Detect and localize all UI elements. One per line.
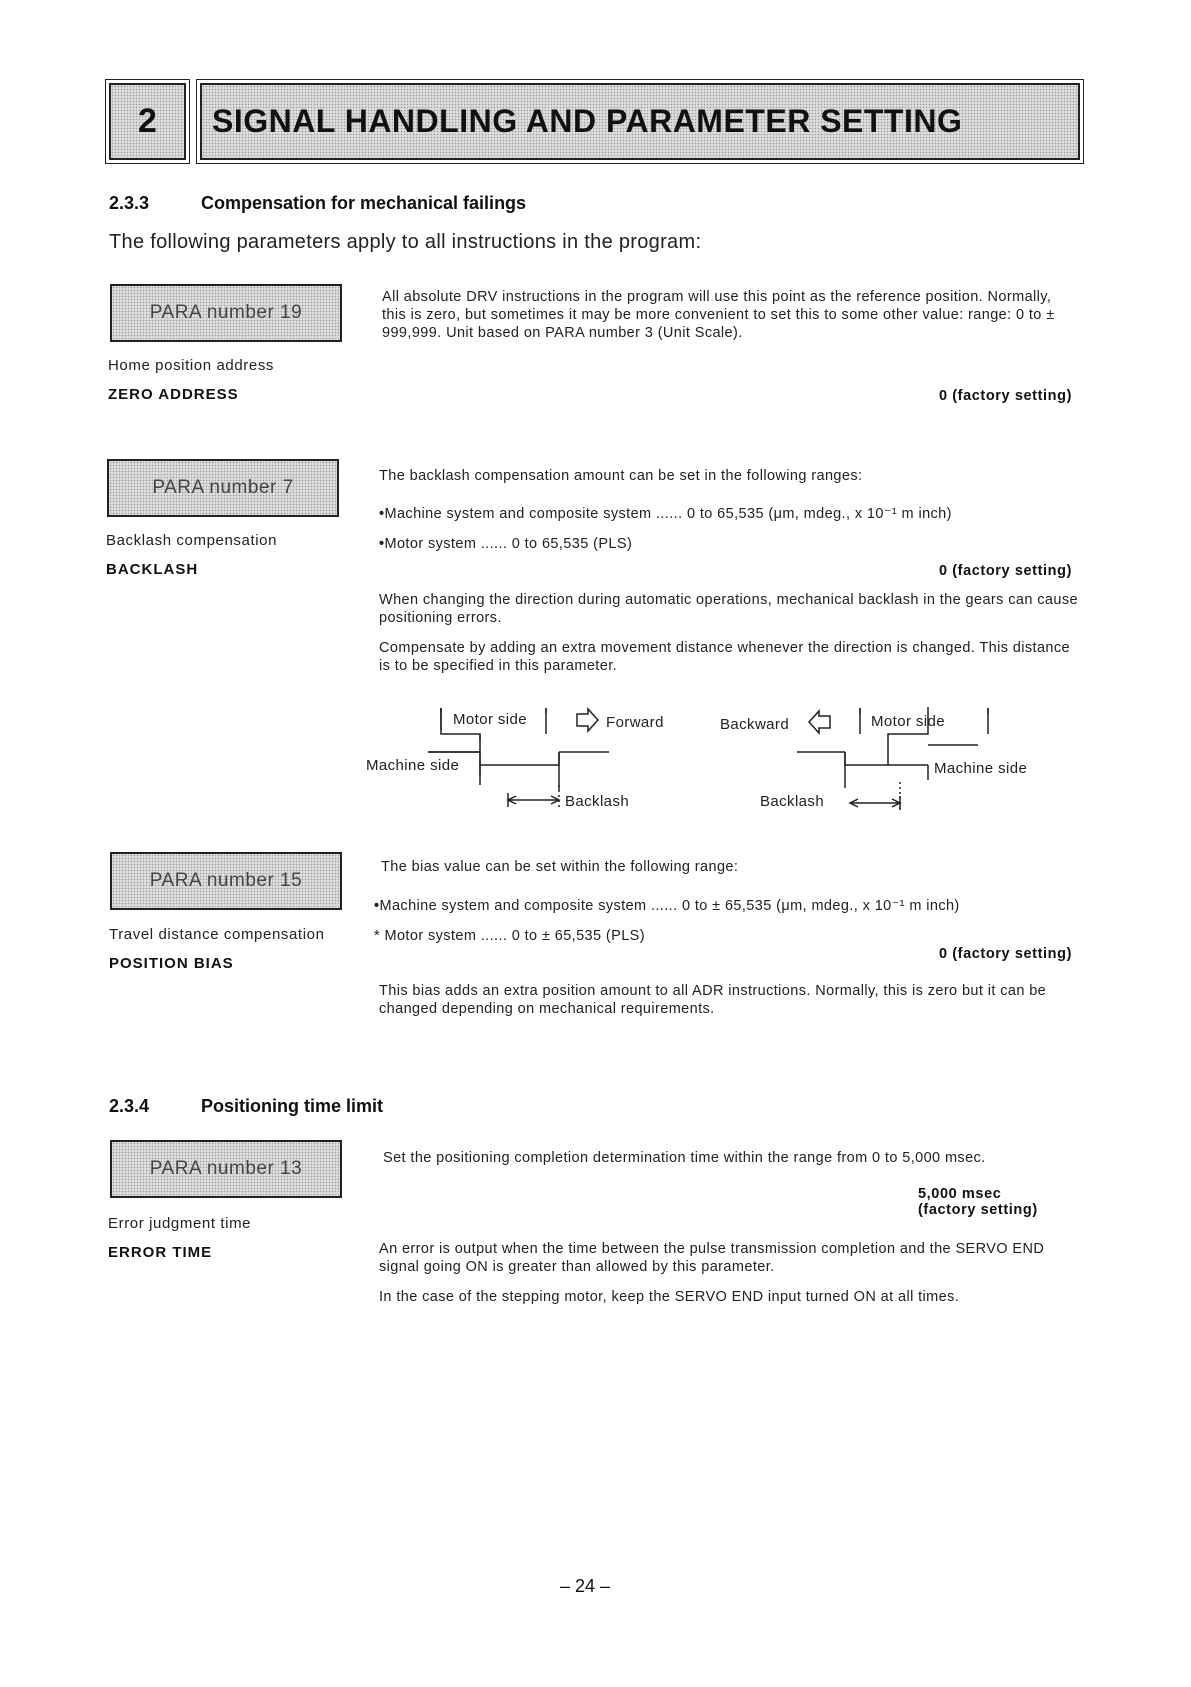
para-13-text-3: In the case of the stepping motor, keep the SERVO END input turned ON at all times.: [379, 1289, 960, 1305]
para-7-range-2: •Motor system ...... 0 to 65,535 (PLS): [379, 536, 633, 552]
para-13-factory-note: (factory setting): [918, 1202, 1038, 1218]
section-heading-234: [109, 1096, 383, 1117]
para-19-factory: 0 (factory setting): [938, 388, 1072, 404]
para-15-text: This bias adds an extra position amount to all ADR instructions. Normally, this is zero but it can be changed depending on mechanical requirements.: [379, 983, 1047, 1017]
para-15-box: PARA number 15: [110, 852, 342, 910]
diagram-motor-side-right: Motor side: [871, 713, 946, 730]
diagram-backlash-left: Backlash: [565, 793, 630, 810]
para-15-range-1: •Machine system and composite system ...... 0 to ± 65,535 (μm, mdeg., x 10⁻¹ m inch): [374, 898, 960, 914]
diagram-backlash-right: Backlash: [760, 793, 825, 810]
diagram-machine-side-right: Machine side: [934, 760, 1028, 777]
section-title: Compensation for mechanical failings: [201, 193, 527, 213]
para-7-text-1: When changing the direction during automatic operations, mechanical backlash in the gears can cause positioning errors.: [379, 592, 1078, 626]
para-7-factory: 0 (factory setting): [938, 563, 1072, 579]
para-15-range-2: * Motor system ...... 0 to ± 65,535 (PLS): [374, 928, 645, 944]
para-7-name: BACKLASH: [106, 561, 199, 578]
para-13-label: Error judgment time: [108, 1215, 252, 1232]
para-7-box: PARA number 7: [107, 459, 339, 517]
section-intro: The following parameters apply to all instructions in the program:: [109, 231, 702, 253]
para-19-text: All absolute DRV instructions in the program will use this point as the reference position. Normally, this is zero, but sometimes it may be more convenient to set this to some other value: range: 0 to ± 999,999. Unit based on PARA number 3 (Unit Scale).: [382, 289, 1055, 341]
section-title: Positioning time limit: [201, 1096, 384, 1116]
para-13-factory: [918, 1186, 1038, 1218]
para-7-intro: The backlash compensation amount can be set in the following ranges:: [379, 468, 863, 484]
para-13-text-2: An error is output when the time between the pulse transmission completion and the SERVO END signal going ON is greater than allowed by this parameter.: [379, 1241, 1045, 1275]
para-7-label: Backlash compensation: [106, 532, 278, 549]
para-15-name: POSITION BIAS: [109, 955, 234, 972]
para-19-name: ZERO ADDRESS: [108, 386, 239, 403]
para-7-text-2: Compensate by adding an extra movement distance whenever the direction is changed. This distance is to be specified in this parameter.: [379, 640, 1071, 674]
page-number: – 24 –: [560, 1576, 611, 1596]
diagram-backward: Backward: [720, 716, 790, 733]
para-13-box: PARA number 13: [110, 1140, 342, 1198]
para-7-range-1: •Machine system and composite system ...... 0 to 65,535 (μm, mdeg., x 10⁻¹ m inch): [379, 506, 952, 522]
diagram-motor-side-left: Motor side: [453, 711, 528, 728]
para-19-label: Home position address: [108, 357, 275, 374]
section-number: 2.3.3: [109, 193, 150, 213]
diagram-machine-side-left: Machine side: [366, 757, 460, 774]
para-13-factory-value: 5,000 msec: [918, 1186, 1002, 1202]
para-13-name: ERROR TIME: [108, 1244, 213, 1261]
para-13-text-1: Set the positioning completion determination time within the range from 0 to 5,000 msec.: [383, 1150, 986, 1166]
para-15-label: Travel distance compensation: [109, 926, 325, 943]
para-15-factory: 0 (factory setting): [938, 946, 1072, 962]
diagram-forward: Forward: [606, 714, 664, 731]
chapter-number: 2: [109, 83, 186, 160]
chapter-title: SIGNAL HANDLING AND PARAMETER SETTING: [200, 83, 1080, 160]
para-19-box: PARA number 19: [110, 284, 342, 342]
section-number: 2.3.4: [109, 1096, 150, 1116]
para-15-intro: The bias value can be set within the following range:: [381, 859, 739, 875]
